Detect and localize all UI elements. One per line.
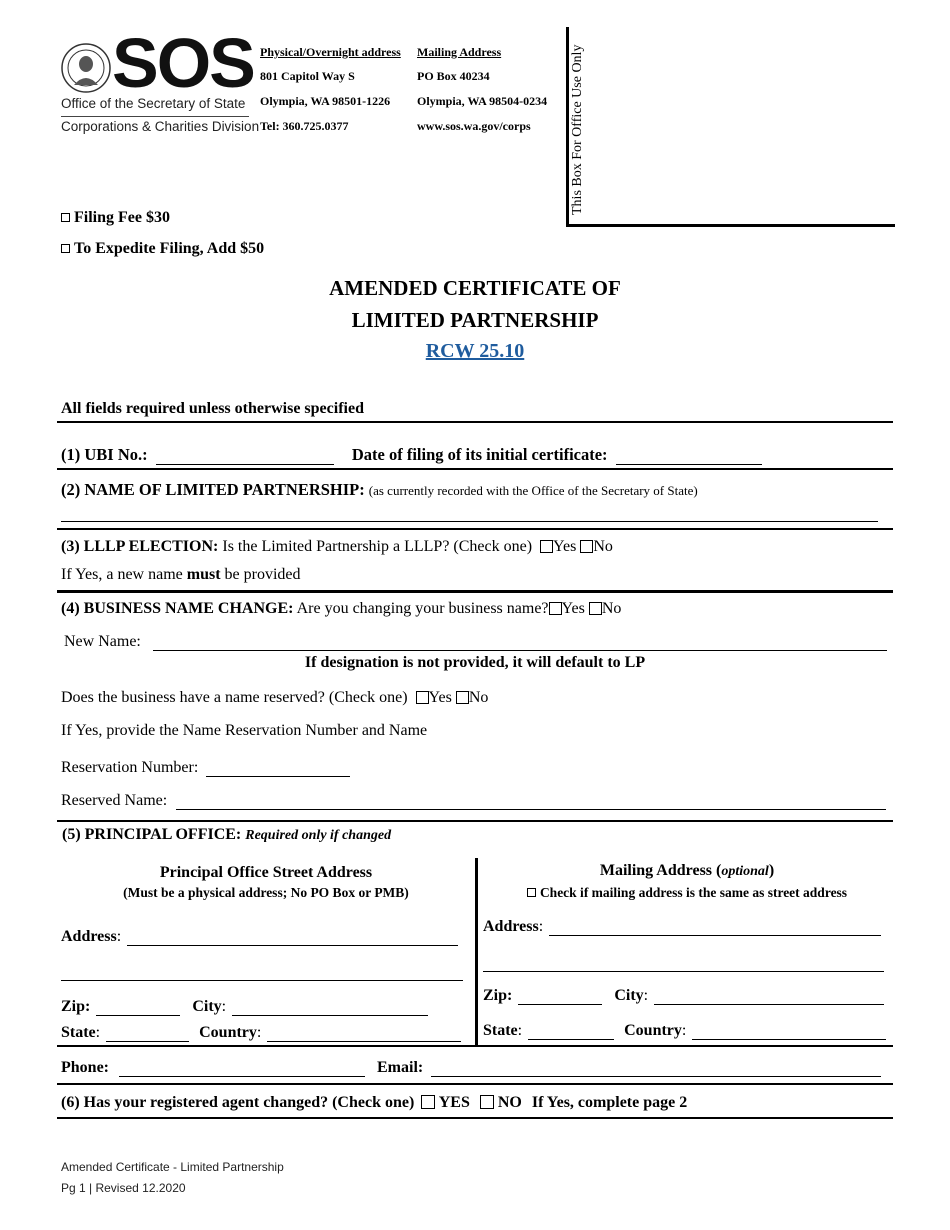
mailing-address-title: Mailing Address	[417, 45, 502, 59]
lllp-yes-checkbox[interactable]	[540, 540, 553, 553]
office-use-label: This Box For Office Use Only	[570, 44, 585, 215]
form-title-line2: LIMITED PARTNERSHIP	[351, 308, 599, 332]
divider	[57, 1117, 893, 1119]
reserved-yes-checkbox[interactable]	[416, 691, 429, 704]
divider	[57, 528, 893, 530]
mailing-address-website[interactable]: www.sos.wa.gov/corps	[417, 119, 531, 133]
street-zip-input[interactable]	[96, 1001, 180, 1016]
phone-input[interactable]	[119, 1062, 365, 1077]
name-change-no-checkbox[interactable]	[589, 602, 602, 615]
footer-page-info: Pg 1 | Revised 12.2020	[61, 1181, 186, 1195]
mailing-title: Mailing Address (optional)	[599, 862, 775, 879]
mailing-state-input[interactable]	[528, 1025, 614, 1040]
lllp-question: Is the Limited Partnership a LLLP? (Check one)	[222, 538, 533, 555]
principal-office-note: Required only if changed	[245, 828, 392, 843]
new-name-input[interactable]	[153, 636, 887, 651]
reserved-question-row	[61, 689, 488, 707]
street-address-input[interactable]	[127, 931, 458, 946]
email-input[interactable]	[431, 1062, 881, 1077]
agent-yes-checkbox[interactable]	[421, 1095, 435, 1109]
street-zip-label: Zip:	[61, 998, 91, 1015]
reserved-yes-label: Yes	[428, 689, 452, 706]
expedite-row	[61, 240, 264, 258]
partnership-name-input[interactable]	[61, 508, 878, 522]
agent-changed-label: (6) Has your registered agent changed? (Check one)	[61, 1094, 415, 1111]
mailing-country-label: Country	[624, 1022, 682, 1039]
street-state-label: State	[61, 1024, 96, 1041]
filing-fee-checkbox[interactable]	[61, 213, 70, 222]
mailing-address-row: Address:	[483, 918, 881, 936]
agent-page2-note: If Yes, complete page 2	[531, 1094, 688, 1111]
mailing-address-label: Address	[483, 918, 539, 935]
reservation-instructions: If Yes, provide the Name Reservation Number and Name	[61, 722, 428, 739]
new-name-label: New Name:	[64, 633, 141, 650]
lllp-no-checkbox[interactable]	[580, 540, 593, 553]
required-note: All fields required unless otherwise specified	[61, 400, 364, 417]
reservation-number-label: Reservation Number:	[61, 759, 199, 776]
org-name: Office of the Secretary of State	[61, 96, 246, 111]
designation-note: If designation is not provided, it will default to LP	[304, 654, 646, 671]
org-divider	[61, 116, 249, 117]
partnership-name-label: (2) NAME OF LIMITED PARTNERSHIP:	[61, 480, 365, 499]
principal-office-label: (5) PRINCIPAL OFFICE:	[62, 826, 242, 843]
physical-address-line2: Olympia, WA 98501-1226	[260, 94, 391, 108]
section-1	[61, 445, 762, 465]
physical-address-title: Physical/Overnight address	[260, 45, 401, 59]
partnership-name-note: (as currently recorded with the Office of the Secretary of State)	[368, 483, 698, 498]
agent-no-label: NO	[497, 1094, 522, 1111]
street-city-input[interactable]	[232, 1001, 428, 1016]
phone-email-row	[61, 1059, 881, 1077]
phone-label: Phone:	[61, 1059, 109, 1076]
email-label: Email:	[377, 1059, 424, 1076]
physical-address-line1: 801 Capitol Way S	[260, 69, 355, 83]
mailing-address-line1: PO Box 40234	[417, 69, 490, 83]
street-address-row: Address:	[61, 928, 458, 946]
street-zip-city-row: Zip: City:	[61, 998, 428, 1016]
reserved-question: Does the business have a name reserved? (Check one)	[61, 689, 408, 706]
divider	[57, 468, 893, 470]
section-6	[61, 1094, 687, 1112]
name-change-yes-label: Yes	[561, 600, 585, 617]
street-city-label: City	[192, 998, 222, 1015]
agent-yes-label: YES	[438, 1094, 470, 1111]
column-divider	[475, 858, 478, 1046]
mailing-city-label: City	[614, 987, 644, 1004]
street-address-label: Address	[61, 928, 117, 945]
agent-no-checkbox[interactable]	[480, 1095, 494, 1109]
sos-seal	[61, 43, 111, 93]
mailing-zip-input[interactable]	[518, 990, 602, 1005]
lllp-yes-label: Yes	[553, 538, 577, 555]
initial-date-input[interactable]	[616, 450, 762, 465]
reserved-name-label: Reserved Name:	[61, 792, 168, 809]
divider	[57, 1045, 893, 1047]
name-change-yes-checkbox[interactable]	[549, 602, 562, 615]
mailing-address-input[interactable]	[549, 921, 881, 936]
ubi-label: (1) UBI No.:	[61, 445, 148, 464]
section-4	[61, 600, 621, 618]
section-2	[61, 480, 698, 500]
divider	[57, 1083, 893, 1085]
same-address-row	[480, 885, 894, 901]
rcw-link[interactable]: RCW 25.10	[425, 340, 525, 362]
street-address-subtitle: (Must be a physical address; No PO Box or PMB)	[123, 885, 409, 900]
street-country-label: Country	[199, 1024, 257, 1041]
mailing-address-line2: Olympia, WA 98504-0234	[417, 94, 548, 108]
mailing-country-input[interactable]	[692, 1025, 886, 1040]
office-use-box	[566, 27, 895, 227]
mailing-city-input[interactable]	[654, 990, 884, 1005]
mailing-zip-city-row: Zip: City:	[483, 987, 884, 1005]
expedite-label: To Expedite Filing, Add $50	[74, 240, 265, 257]
reserved-no-checkbox[interactable]	[456, 691, 469, 704]
divider	[57, 421, 893, 423]
reservation-number-input[interactable]	[206, 762, 350, 777]
form-title-line1: AMENDED CERTIFICATE OF	[329, 276, 621, 300]
reservation-number-row	[61, 759, 350, 777]
lllp-note: If Yes, a new name must be provided	[61, 566, 301, 583]
reserved-no-label: No	[468, 689, 489, 706]
divider	[57, 590, 893, 593]
physical-address-phone: Tel: 360.725.0377	[260, 119, 349, 133]
mailing-state-country-row: State: Country:	[483, 1022, 886, 1040]
street-address-title: Principal Office Street Address	[159, 864, 373, 881]
ubi-input[interactable]	[156, 450, 334, 465]
filing-fee-label: Filing Fee $30	[74, 209, 170, 226]
initial-date-label: Date of filing of its initial certificate:	[351, 445, 608, 464]
name-change-label: (4) BUSINESS NAME CHANGE:	[61, 600, 294, 617]
sos-logo: SOS	[112, 24, 254, 102]
same-address-label: Check if mailing address is the same as street address	[539, 885, 848, 900]
name-change-question: Are you changing your business name?	[296, 600, 549, 617]
mailing-address-line2-input[interactable]	[483, 957, 884, 972]
same-address-checkbox[interactable]	[527, 888, 536, 897]
street-state-input[interactable]	[106, 1027, 189, 1042]
expedite-checkbox[interactable]	[61, 244, 70, 253]
lllp-label: (3) LLLP ELECTION:	[61, 538, 219, 555]
mailing-zip-label: Zip:	[483, 987, 513, 1004]
name-change-no-label: No	[601, 600, 622, 617]
street-state-country-row: State: Country:	[61, 1024, 461, 1042]
rcw-link-row	[0, 340, 950, 363]
lllp-no-label: No	[593, 538, 613, 555]
footer-form-name: Amended Certificate - Limited Partnership	[61, 1160, 284, 1174]
street-country-input[interactable]	[267, 1027, 461, 1042]
section-5	[62, 826, 391, 844]
divider	[57, 820, 893, 822]
mailing-state-label: State	[483, 1022, 518, 1039]
street-address-line2-input[interactable]	[61, 966, 463, 981]
division-name: Corporations & Charities Division	[61, 119, 260, 134]
section-3	[61, 538, 613, 556]
filing-fee-row	[61, 209, 170, 227]
reserved-name-input[interactable]	[176, 795, 886, 810]
